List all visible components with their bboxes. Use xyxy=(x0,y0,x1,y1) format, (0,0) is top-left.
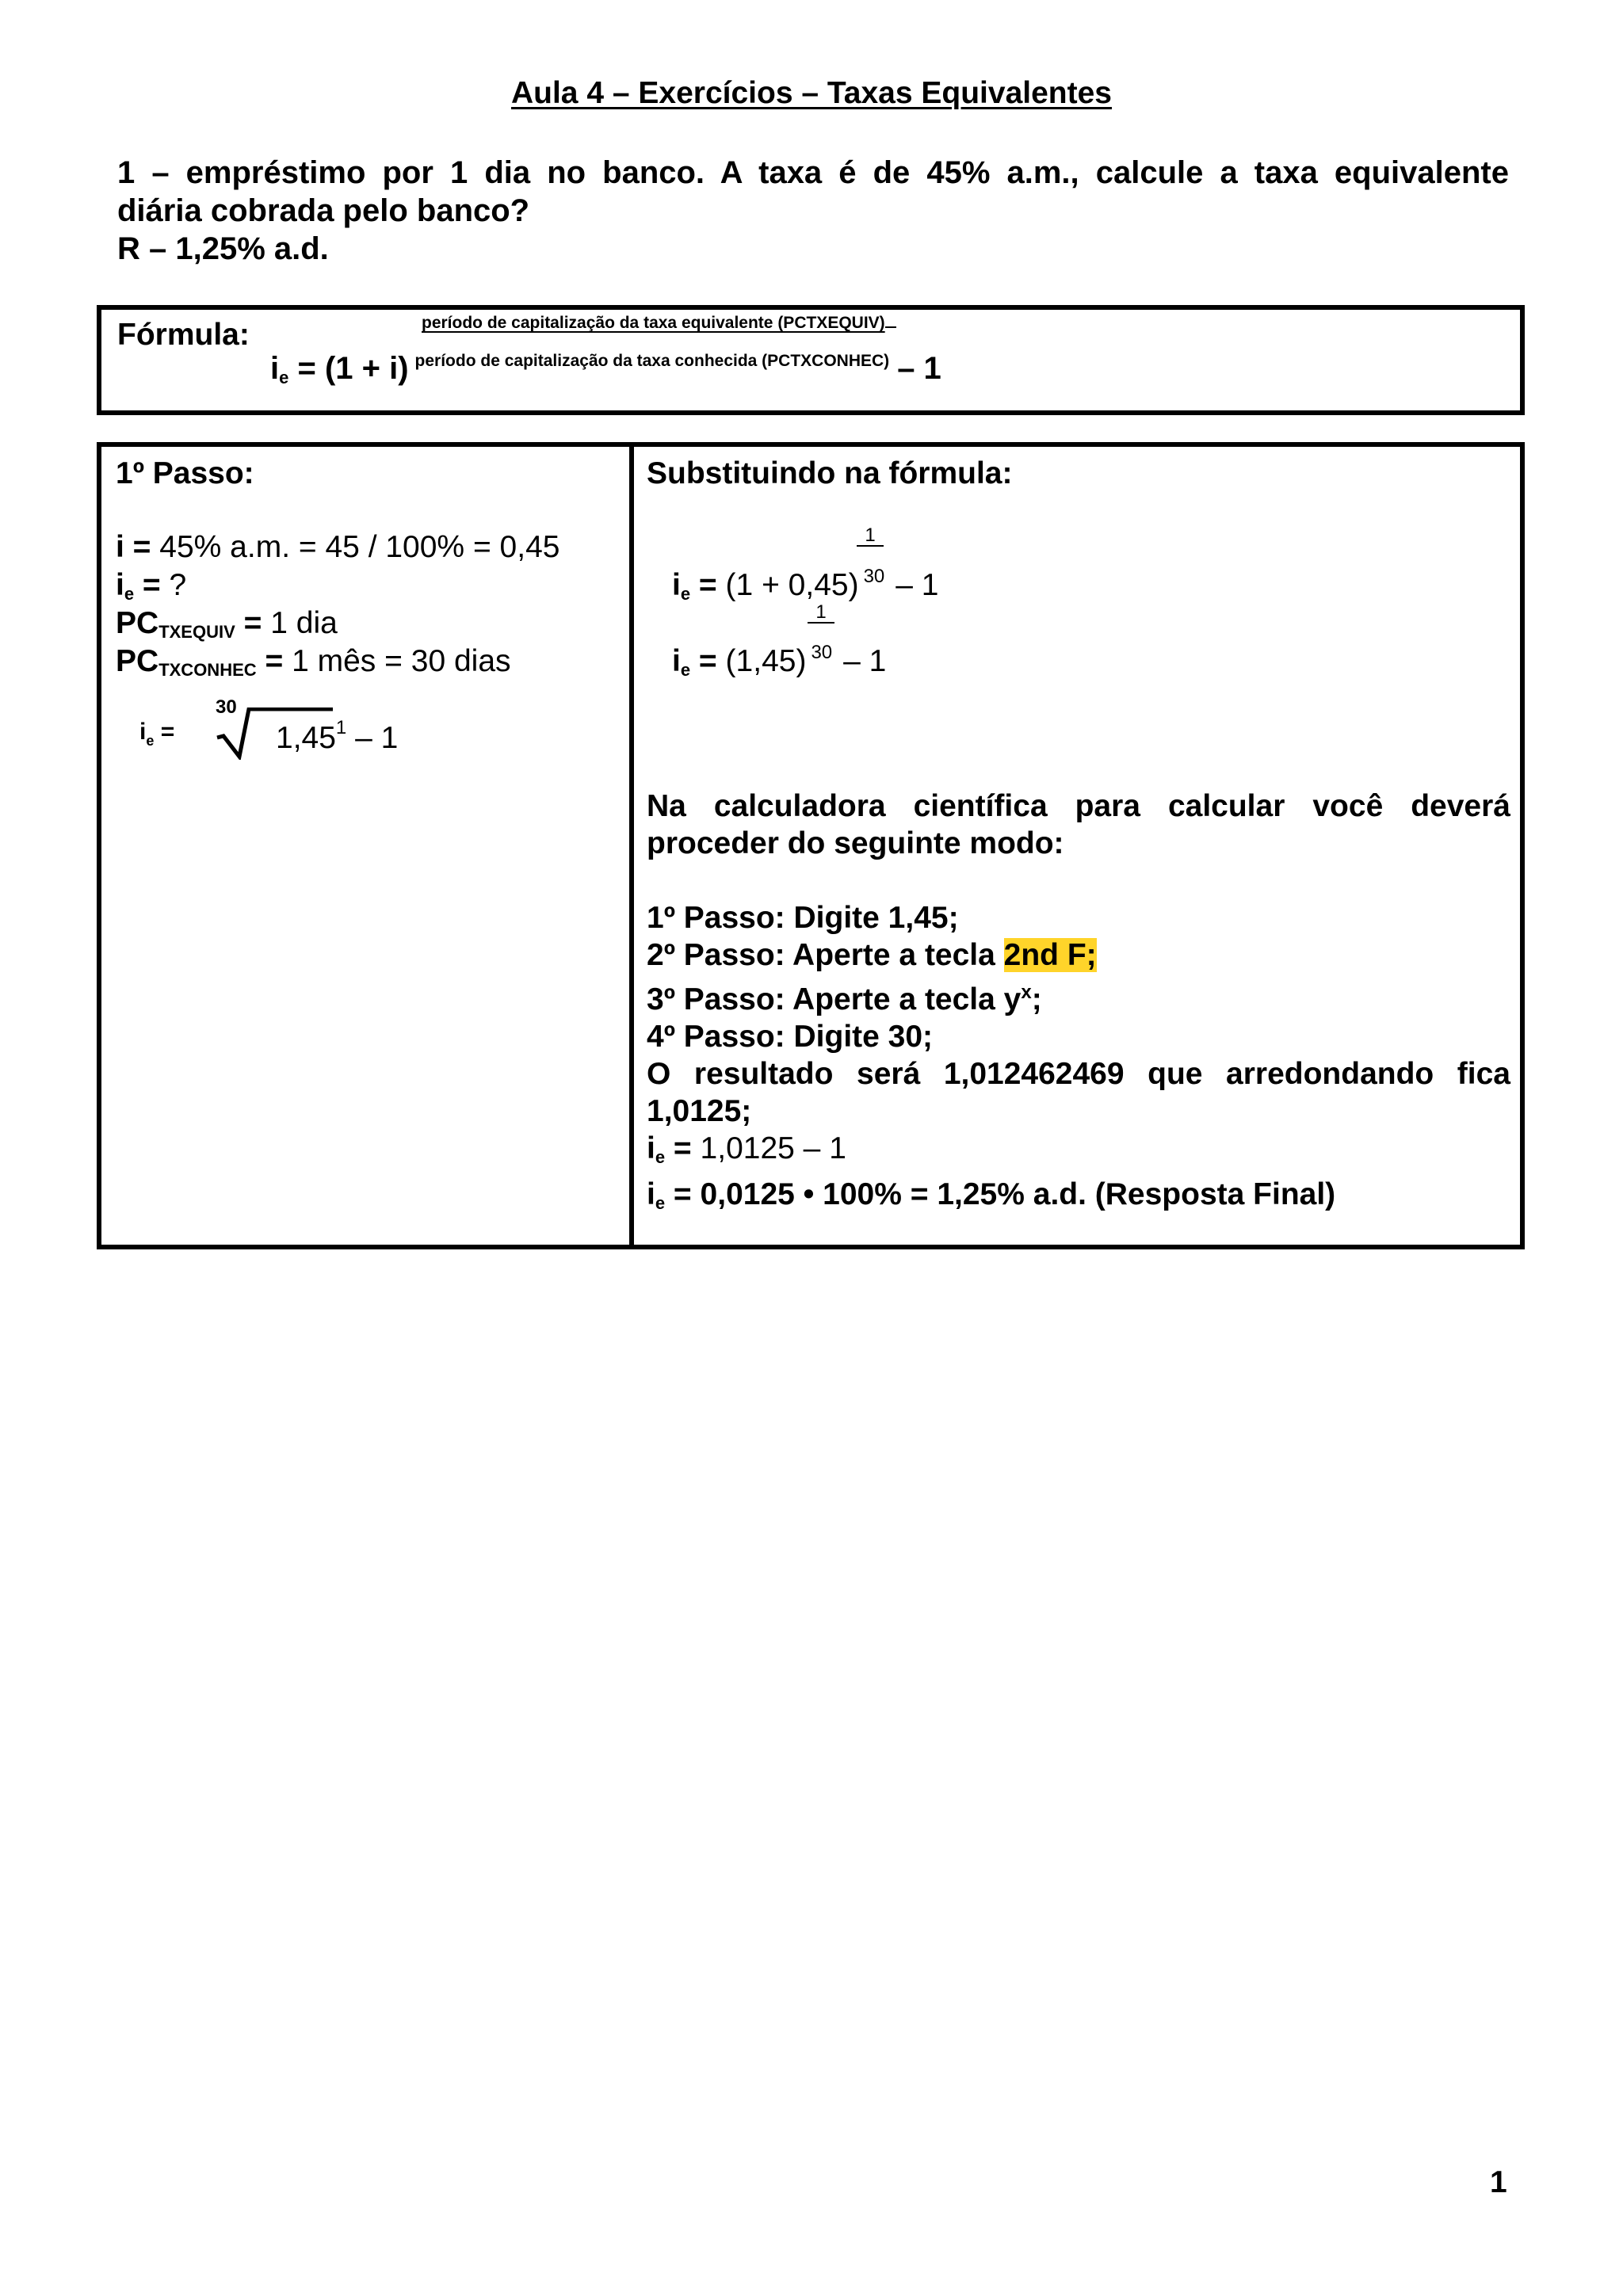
sub1-i: i xyxy=(672,568,681,602)
steps-table xyxy=(97,442,1525,1249)
ie-sub: e xyxy=(124,584,135,604)
fraction-numerator: 1 xyxy=(865,524,876,546)
title-text: Aula 4 – Exercícios – Taxas Equivalentes xyxy=(510,76,1112,110)
formula-expression xyxy=(270,351,941,388)
pc-equiv-line xyxy=(116,606,338,643)
calc-final-i: i xyxy=(647,1177,655,1211)
pc-equiv-eq: = xyxy=(235,606,262,640)
sub1-eq: = xyxy=(690,568,717,602)
calc-ie-line xyxy=(647,1130,1510,1176)
root-base: 1,45 xyxy=(276,721,336,755)
question-line-1: 1 – empréstimo por 1 dia no banco. A taxa é de 45% a.m., calcule a taxa equivalente xyxy=(117,155,1509,190)
spacer xyxy=(647,862,1510,899)
column-divider xyxy=(629,447,634,1245)
sub2-eq: = xyxy=(690,644,717,678)
pc-conhec-sub: TXCONHEC xyxy=(158,660,257,680)
sub1-tail: – 1 xyxy=(896,568,939,602)
calc-step-3 xyxy=(647,974,1510,1018)
pc-conhec-eq: = xyxy=(256,644,284,678)
calc-intro-2: proceder do seguinte modo: xyxy=(647,826,1064,860)
substitution-heading: Substituindo na fórmula: xyxy=(647,456,1013,490)
calc-ie-eq: = xyxy=(665,1131,692,1165)
pc-conhec-label: PC xyxy=(116,644,159,678)
root-ie-sub: e xyxy=(146,733,155,749)
ie-label: i xyxy=(116,568,124,602)
ie-eq: = xyxy=(134,568,161,602)
substitution-line-1 xyxy=(672,566,939,605)
sub2-expr: (1,45) xyxy=(716,644,807,678)
formula-exponent-denominator: período de capitalização da taxa conhecida (PCTXCONHEC) xyxy=(414,352,890,370)
sub1-expr: (1 + 0,45) xyxy=(716,568,859,602)
exponent-fraction-1 xyxy=(854,526,886,547)
sub2-tail: – 1 xyxy=(843,644,887,678)
sub2-i: i xyxy=(672,644,681,678)
calc-step-3-sup: x xyxy=(1021,982,1032,1003)
rate-label: i = xyxy=(116,530,151,564)
calc-final-value: = 0,0125 • 100% = 1,25% a.d. (Resposta Final) xyxy=(665,1177,1336,1211)
calc-final-line xyxy=(647,1176,1510,1222)
calc-result-1: O resultado será 1,012462469 que arredondando fica xyxy=(647,1057,1510,1091)
formula-i-sub: e xyxy=(279,368,289,387)
sub2-exponent: 30 xyxy=(811,642,833,663)
pc-equiv-value: 1 dia xyxy=(262,606,338,640)
formula-i: i xyxy=(270,351,280,386)
pc-conhec-value: 1 mês = 30 dias xyxy=(283,644,511,678)
calc-final-sub: e xyxy=(655,1193,666,1213)
pc-equiv-sub: TXEQUIV xyxy=(158,622,235,642)
calc-result-2: 1,0125; xyxy=(647,1094,752,1128)
exponent-numerator-text: período de capitalização da taxa equivalente (PCTXEQUIV) xyxy=(422,314,885,332)
calc-step-2-text: 2º Passo: Aperte a tecla xyxy=(647,938,1004,972)
calculator-instructions xyxy=(647,788,1510,1222)
ie-line xyxy=(116,568,186,605)
root-ie xyxy=(139,719,174,749)
formula-base: = (1 + i) xyxy=(288,351,409,386)
formula-exponent-numerator xyxy=(422,314,896,333)
root-power: 1 xyxy=(335,717,347,738)
calc-ie-value: 1,0125 – 1 xyxy=(691,1131,846,1165)
pc-equiv-label: PC xyxy=(116,606,159,640)
rate-value: 45% a.m. = 45 / 100% = 0,45 xyxy=(151,530,560,564)
page-title xyxy=(0,78,1623,109)
ie-value: ? xyxy=(160,568,187,602)
calc-step-3-text: 3º Passo: Aperte a tecla y xyxy=(647,982,1022,1016)
calc-step-4: 4º Passo: Digite 30; xyxy=(647,1020,934,1054)
sub1-exponent: 30 xyxy=(863,566,885,587)
sub2-sub: e xyxy=(680,660,691,680)
step1-heading: 1º Passo: xyxy=(116,456,254,490)
question-line-2: diária cobrada pelo banco? xyxy=(117,193,530,228)
root-ie-eq: = xyxy=(154,719,175,745)
sub1-sub: e xyxy=(680,584,691,604)
substitution-line-2 xyxy=(672,642,886,681)
calc-ie-i: i xyxy=(647,1131,655,1165)
root-index: 30 xyxy=(216,696,237,718)
rate-line xyxy=(116,530,559,565)
calc-step-3-suffix: ; xyxy=(1031,982,1042,1016)
calc-step-1: 1º Passo: Digite 1,45; xyxy=(647,901,959,935)
root-expression xyxy=(139,688,472,760)
exercise-question xyxy=(117,154,1509,268)
root-tail: – 1 xyxy=(346,721,399,755)
calc-ie-sub: e xyxy=(655,1147,666,1167)
exponent-fraction-2 xyxy=(805,603,837,624)
fraction-numerator: 1 xyxy=(815,601,827,623)
question-answer: R – 1,25% a.d. xyxy=(117,231,329,266)
formula-box xyxy=(97,305,1525,415)
formula-label: Fórmula: xyxy=(117,318,250,352)
calc-intro-1: Na calculadora científica para calcular você deverá xyxy=(647,789,1510,823)
root-radicand xyxy=(276,717,398,756)
formula-minus-one: – 1 xyxy=(897,351,941,386)
page-number: 1 xyxy=(1490,2165,1507,2199)
highlighted-key: 2nd F; xyxy=(1003,938,1097,972)
pc-conhec-line xyxy=(116,644,511,681)
calc-step-2 xyxy=(647,936,1510,974)
fraction-tail xyxy=(885,326,896,328)
root-ie-i: i xyxy=(139,719,147,745)
